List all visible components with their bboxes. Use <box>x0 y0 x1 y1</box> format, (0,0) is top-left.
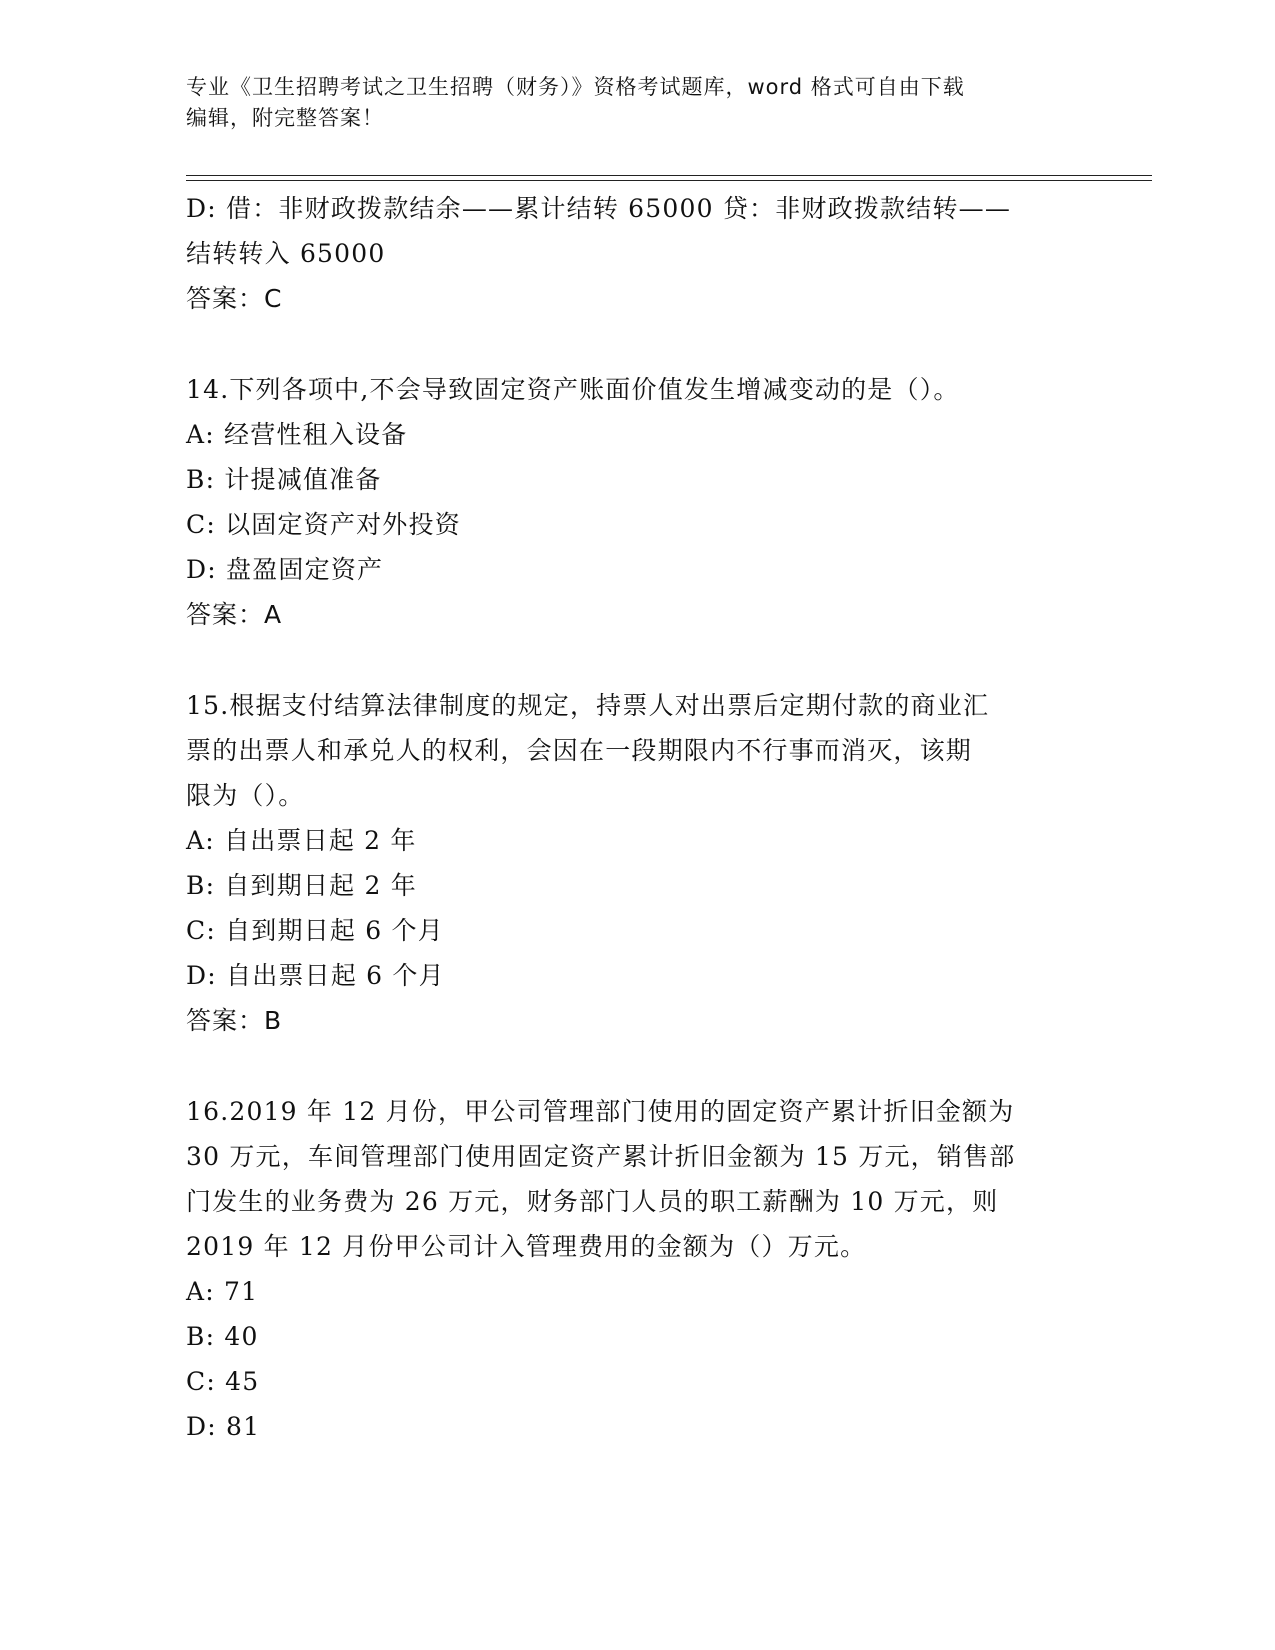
document-body <box>186 186 1086 1449</box>
option-d: D: 自出票日起 6 个月 <box>186 961 445 990</box>
option-b: B: 计提减值准备 <box>186 465 382 494</box>
question-stem-cont: 门发生的业务费为 26 万元，财务部门人员的职工薪酬为 10 万元，则 <box>186 1187 999 1216</box>
option-d-line-cont: 结转转入 65000 <box>186 239 386 268</box>
header-rule-bottom <box>186 180 1152 181</box>
option-a: A: 经营性租入设备 <box>186 420 408 449</box>
answer-line: 答案：B <box>186 1006 283 1035</box>
option-b: B: 自到期日起 2 年 <box>186 871 417 900</box>
question-stem-cont: 限为（）。 <box>186 781 305 810</box>
question-stem: 14.下列各项中,不会导致固定资产账面价值发生增减变动的是（）。 <box>186 375 960 404</box>
header-line-2: 编辑，附完整答案！ <box>186 106 384 130</box>
previous-question-tail <box>186 186 1086 321</box>
question-stem-cont: 票的出票人和承兑人的权利，会因在一段期限内不行事而消灭，该期 <box>186 736 973 765</box>
header-line-1: 专业《卫生招聘考试之卫生招聘（财务）》资格考试题库，word 格式可自由下载 <box>186 75 965 99</box>
question-stem: 16.2019 年 12 月份，甲公司管理部门使用的固定资产累计折旧金额为 <box>186 1097 1015 1126</box>
option-c: C: 以固定资产对外投资 <box>186 510 461 539</box>
option-a: A: 71 <box>186 1277 259 1306</box>
option-d: D: 盘盈固定资产 <box>186 555 384 584</box>
option-d: D: 81 <box>186 1412 261 1441</box>
question-16 <box>186 1089 1086 1449</box>
option-d-line: D: 借：非财政拨款结余——累计结转 65000 贷：非财政拨款结转—— <box>186 194 1012 223</box>
question-14 <box>186 367 1086 637</box>
answer-line: 答案：A <box>186 600 283 629</box>
option-b: B: 40 <box>186 1322 259 1351</box>
answer-line: 答案：C <box>186 284 283 313</box>
option-c: C: 45 <box>186 1367 260 1396</box>
option-a: A: 自出票日起 2 年 <box>186 826 417 855</box>
question-15 <box>186 683 1086 1043</box>
header-rule-top <box>186 175 1152 176</box>
question-stem-cont: 2019 年 12 月份甲公司计入管理费用的金额为（）万元。 <box>186 1232 867 1261</box>
question-stem-cont: 30 万元，车间管理部门使用固定资产累计折旧金额为 15 万元，销售部 <box>186 1142 1016 1171</box>
option-c: C: 自到期日起 6 个月 <box>186 916 444 945</box>
document-header <box>186 72 1066 134</box>
question-stem: 15.根据支付结算法律制度的规定，持票人对出票后定期付款的商业汇 <box>186 691 990 720</box>
